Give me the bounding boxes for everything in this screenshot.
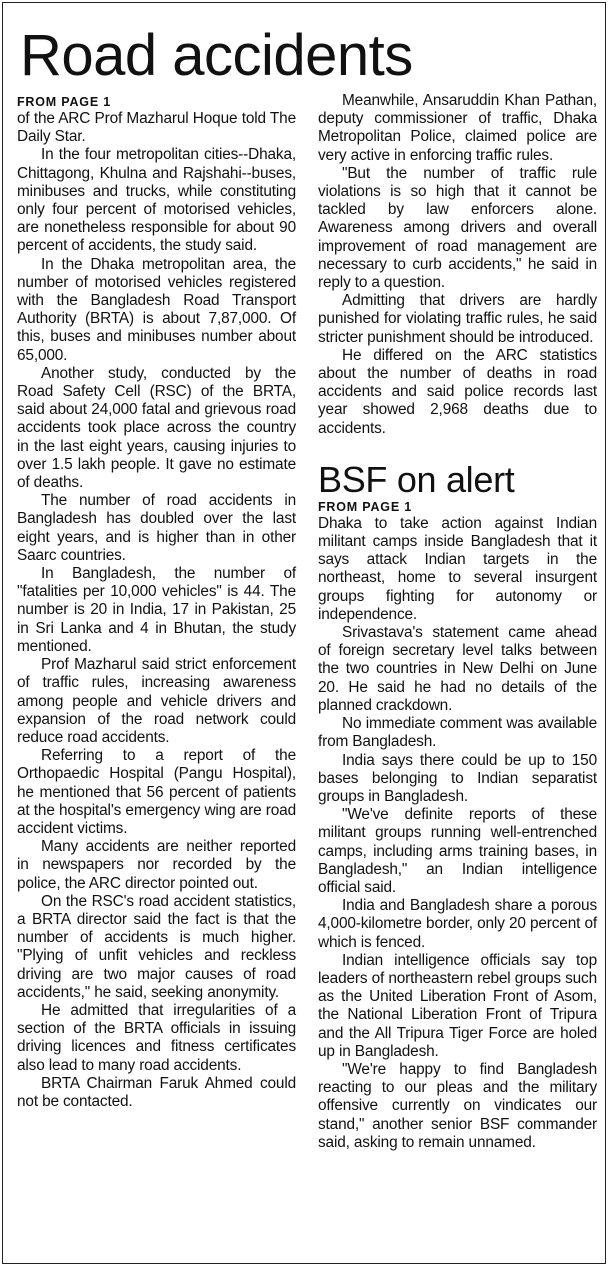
paragraph: No immediate comment was available from Bangladesh. xyxy=(318,715,597,751)
paragraph: He admitted that irregularities of a section of the BRTA officials in issuing driving licences and fitness certificates also lead to many road accidents. xyxy=(17,1001,296,1074)
headline-road-accidents: Road accidents xyxy=(20,23,413,88)
paragraph: "We've definite reports of these militant groups running well-entrenched camps, including arms training bases, in Bangladesh," an Indian intelligence official said. xyxy=(318,806,597,896)
paragraph: Meanwhile, Ansaruddin Khan Pathan, deputy commissioner of traffic, Dhaka Metropolitan Police, claimed police are very active in enforcing traffic rules. xyxy=(318,92,597,164)
paragraph: "But the number of traffic rule violations is so high that it cannot be tackled by law enforcers alone. Awareness among drivers and overall improvement of road management are necessary to curb accidents," he said in reply to a question. xyxy=(318,164,597,292)
column-left xyxy=(17,95,296,1111)
paragraph: "We're happy to find Bangladesh reacting to our pleas and the military offensive currently on vindicates our stand," another senior BSF commander said, asking to remain unnamed. xyxy=(318,1060,597,1151)
paragraph: Dhaka to take action against Indian militant camps inside Bangladesh that it says attack Indian targets in the northeast, home to several insurgent groups fighting for autonomy or independence. xyxy=(318,514,597,623)
headline-bsf-on-alert: BSF on alert xyxy=(318,458,515,500)
paragraph: In the four metropolitan cities--Dhaka, Chittagong, Khulna and Rajshahi--buses, minibuses and trucks, while constituting only four percent of motorised vehicles, are nonetheless responsible for about 90 percent of accidents, the study said. xyxy=(17,146,296,255)
paragraph: In Bangladesh, the number of "fatalities per 10,000 vehicles" is 44. The number is 20 in India, 17 in Pakistan, 25 in Sri Lanka and 4 in Bhutan, the study mentioned. xyxy=(17,565,296,655)
paragraph: Many accidents are neither reported in newspapers nor recorded by the police, the ARC director pointed out. xyxy=(17,838,296,892)
jump-label-bsf: FROM PAGE 1 xyxy=(318,499,412,514)
paragraph: India and Bangladesh share a porous 4,000-kilometre border, only 20 percent of which is fenced. xyxy=(318,897,597,951)
paragraph: Prof Mazharul said strict enforcement of traffic rules, increasing awareness among people and vehicle drivers and expansion of the road network could reduce road accidents. xyxy=(17,656,296,746)
paragraph: Admitting that drivers are hardly punished for violating traffic rules, he said stricter punishment should be introduced. xyxy=(318,292,597,346)
paragraph: Srivastava's statement came ahead of foreign secretary level talks between the two countries in New Delhi on June 20. He said he had no details of the planned crackdown. xyxy=(318,624,597,714)
paragraph: Referring to a report of the Orthopaedic Hospital (Pangu Hospital), he mentioned that 56 percent of patients at the hospital's emergency wing are road accident victims. xyxy=(17,747,296,837)
column-right xyxy=(318,92,597,1152)
paragraph: He differed on the ARC statistics about the number of deaths in road accidents and said police records last year showed 2,968 deaths due to accidents. xyxy=(318,346,597,437)
paragraph: The number of road accidents in Bangladesh has doubled over the last eight years, and is higher than in other Saarc countries. xyxy=(17,492,296,564)
paragraph: Indian intelligence officials say top leaders of northeastern rebel groups such as the United Liberation Front of Asom, the National Liberation Front of Tripura and the All Tripura Tiger Force are holed up in Bangladesh. xyxy=(318,951,597,1060)
paragraph: Another study, conducted by the Road Safety Cell (RSC) of the BRTA, said about 24,000 fatal and grievous road accidents took place across the country in the last eight years, causing injuries to over 1.5 lakh people. It gave no estimate of deaths. xyxy=(17,364,296,492)
paragraph: In the Dhaka metropolitan area, the number of motorised vehicles registered with the Bangladesh Road Transport Authority (BRTA) is about 7,87,000. Of this, buses and minibuses number about 65,000. xyxy=(17,255,296,364)
paragraph: BRTA Chairman Faruk Ahmed could not be contacted. xyxy=(17,1074,296,1110)
paragraph: On the RSC's road accident statistics, a BRTA director said the fact is that the number of accidents is much higher. "Plying of unfit vehicles and reckless driving are two major causes of road accidents," he said, seeking anonymity. xyxy=(17,892,296,1001)
paragraph: India says there could be up to 150 bases belonging to Indian separatist groups in Bangladesh. xyxy=(318,751,597,805)
jump-label-road-accidents: FROM PAGE 1 xyxy=(17,95,111,109)
paragraph: of the ARC Prof Mazharul Hoque told The Daily Star. xyxy=(17,110,296,146)
